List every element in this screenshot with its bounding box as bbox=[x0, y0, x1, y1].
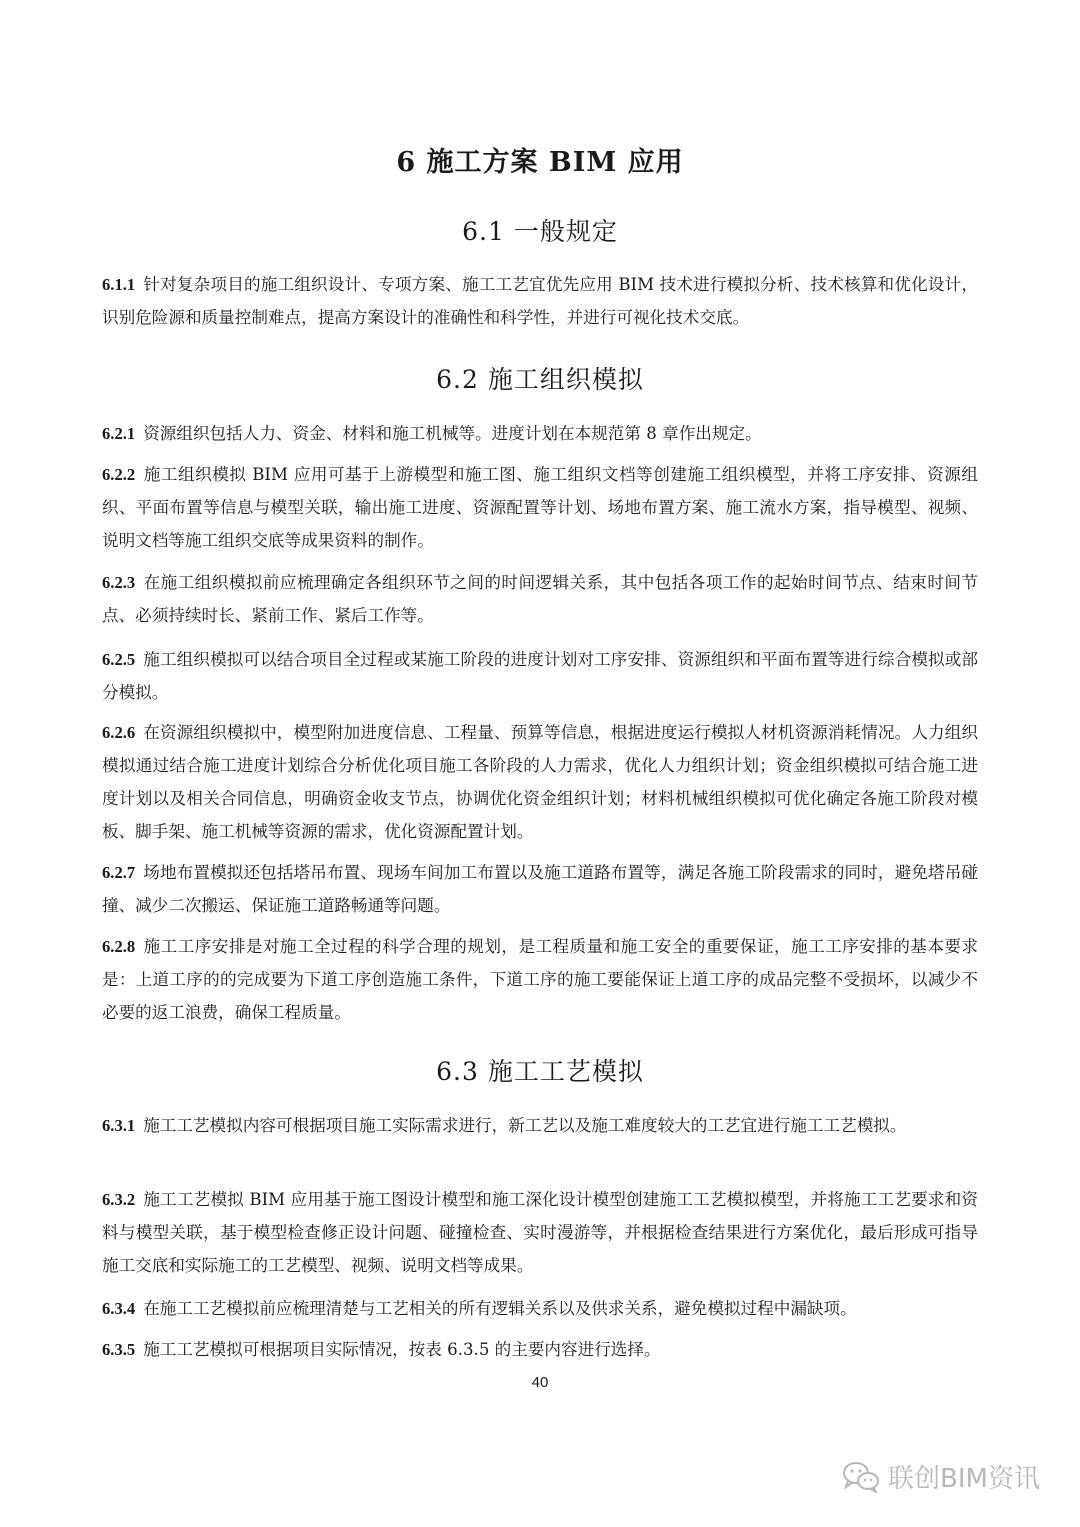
clause-text: 施工工艺模拟 BIM 应用基于施工图设计模型和施工深化设计模型创建施工工艺模拟模型，并将施工工艺要求和资料与模型关联，基于模型检查修正设计问题、碰撞检查、实时漫游等，并根据检查结果进行方案优化，最后形成可指导施工交底和实际施工的工艺模型、视频、说明文档等成果。 bbox=[102, 1190, 978, 1275]
clause-text: 施工工序安排是对施工全过程的科学合理的规划，是工程质量和施工安全的重要保证，施工工序安排的基本要求是：上道工序的的完成要为下道工序创造施工条件，下道工序的施工要能保证上道工序的成品完整不受损坏，以减少不必要的返工浪费，确保工程质量。 bbox=[102, 937, 978, 1022]
watermark bbox=[842, 1458, 1040, 1495]
clause-6-3-5 bbox=[102, 1333, 978, 1366]
clause-text: 施工组织模拟 BIM 应用可基于上游模型和施工图、施工组织文档等创建施工组织模型，并将工序安排、资源组织、平面布置等信息与模型关联，输出施工进度、资源配置等计划、场地布置方案、施工流水方案，指导模型、视频、说明文档等施工组织交底等成果资料的制作。 bbox=[102, 465, 978, 550]
clause-text: 资源组织包括人力、资金、材料和施工机械等。进度计划在本规范第 8 章作出规定。 bbox=[143, 424, 762, 443]
clause-6-3-4 bbox=[102, 1292, 978, 1325]
clause-number: 6.2.2 bbox=[102, 465, 136, 484]
section-title-6-2: 6.2 施工组织模拟 bbox=[436, 365, 644, 394]
clause-number: 6.2.1 bbox=[102, 424, 136, 443]
clause-number: 6.3.5 bbox=[102, 1340, 136, 1359]
clause-6-2-8 bbox=[102, 930, 978, 1029]
clause-number: 6.2.3 bbox=[102, 573, 136, 592]
clause-6-2-1 bbox=[102, 417, 978, 450]
section-title-6-1: 6.1 一般规定 bbox=[462, 217, 618, 246]
clause-number: 6.3.1 bbox=[102, 1116, 136, 1135]
clause-number: 6.3.4 bbox=[102, 1299, 136, 1318]
clause-text: 在施工工艺模拟前应梳理清楚与工艺相关的所有逻辑关系以及供求关系，避免模拟过程中漏缺项。 bbox=[143, 1299, 857, 1318]
clause-6-2-5 bbox=[102, 643, 978, 709]
page-number: 40 bbox=[531, 1374, 549, 1391]
clause-text: 施工工艺模拟内容可根据项目施工实际需求进行，新工艺以及施工难度较大的工艺宜进行施工工艺模拟。 bbox=[143, 1116, 907, 1135]
clause-number: 6.1.1 bbox=[102, 275, 136, 294]
clause-number: 6.2.6 bbox=[102, 723, 136, 742]
clause-6-2-3 bbox=[102, 566, 978, 632]
clause-text: 在施工组织模拟前应梳理确定各组织环节之间的时间逻辑关系，其中包括各项工作的起始时间节点、结束时间节点、必须持续时长、紧前工作、紧后工作等。 bbox=[102, 573, 978, 625]
clause-6-2-2 bbox=[102, 458, 978, 557]
clause-6-2-6 bbox=[102, 716, 978, 848]
clause-number: 6.3.2 bbox=[102, 1190, 136, 1209]
wechat-icon bbox=[842, 1461, 880, 1493]
clause-6-2-7 bbox=[102, 856, 978, 922]
clause-number: 6.2.7 bbox=[102, 863, 136, 882]
watermark-text: 联创BIM资讯 bbox=[888, 1464, 1040, 1494]
clause-text: 针对复杂项目的施工组织设计、专项方案、施工工艺宜优先应用 BIM 技术进行模拟分析、技术核算和优化设计，识别危险源和质量控制难点，提高方案设计的准确性和科学性，并进行可视化技术交底。 bbox=[102, 275, 978, 327]
chapter-title: 6 施工方案 BIM 应用 bbox=[396, 147, 684, 178]
section-title-6-3: 6.3 施工工艺模拟 bbox=[436, 1057, 644, 1086]
clause-text: 在资源组织模拟中，模型附加进度信息、工程量、预算等信息，根据进度运行模拟人材机资源消耗情况。人力组织模拟通过结合施工进度计划综合分析优化项目施工各阶段的人力需求，优化人力组织计划；资金组织模拟可结合施工进度计划以及相关合同信息，明确资金收支节点，协调优化资金组织计划；材料机械组织模拟可优化确定各施工阶段对模板、脚手架、施工机械等资源的需求，优化资源配置计划。 bbox=[102, 723, 978, 841]
clause-text: 施工工艺模拟可根据项目实际情况，按表 6.3.5 的主要内容进行选择。 bbox=[143, 1340, 661, 1359]
clause-6-3-2 bbox=[102, 1183, 978, 1282]
clause-6-1-1 bbox=[102, 268, 978, 334]
clause-6-3-1 bbox=[102, 1109, 978, 1142]
clause-number: 6.2.5 bbox=[102, 650, 136, 669]
clause-number: 6.2.8 bbox=[102, 937, 136, 956]
clause-text: 场地布置模拟还包括塔吊布置、现场车间加工布置以及施工道路布置等，满足各施工阶段需求的同时，避免塔吊碰撞、减少二次搬运、保证施工道路畅通等问题。 bbox=[102, 863, 978, 915]
clause-text: 施工组织模拟可以结合项目全过程或某施工阶段的进度计划对工序安排、资源组织和平面布置等进行综合模拟或部分模拟。 bbox=[102, 650, 978, 702]
